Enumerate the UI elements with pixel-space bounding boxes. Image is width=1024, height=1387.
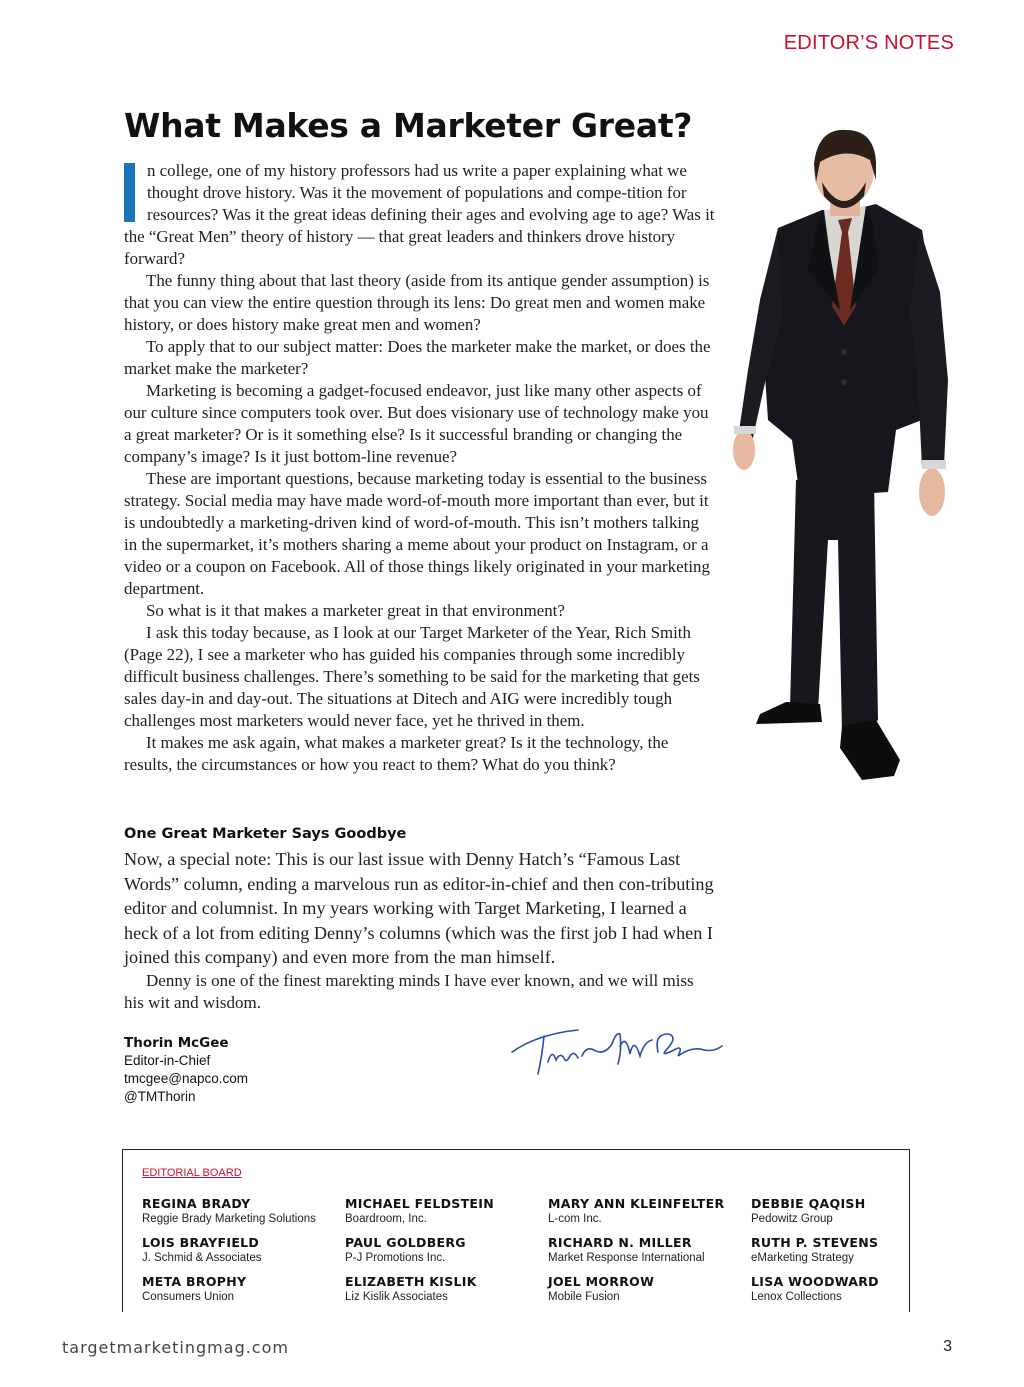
article-paragraph [124, 160, 716, 270]
board-member-org: Market Response International [548, 1252, 705, 1264]
article-body [124, 160, 716, 776]
board-member [345, 1196, 548, 1226]
jacket-button [841, 349, 847, 355]
note-heading: One Great Marketer Says Goodbye [124, 826, 407, 842]
board-member-org: eMarketing Strategy [751, 1252, 854, 1264]
page-number: 3 [943, 1338, 952, 1355]
board-member-org: P-J Promotions Inc. [345, 1252, 446, 1264]
left-shoe [756, 702, 822, 724]
trousers [790, 480, 878, 732]
handwritten-signature [508, 1016, 728, 1082]
author-role: Editor-in-Chief [124, 1053, 211, 1068]
board-member [142, 1274, 345, 1304]
board-member-name: JOEL MORROW [548, 1274, 655, 1289]
author-name: Thorin McGee [124, 1035, 229, 1051]
right-shoe [840, 720, 900, 780]
board-member-name: PAUL GOLDBERG [345, 1235, 466, 1250]
board-member-org: L-com Inc. [548, 1213, 602, 1225]
section-label: EDITOR’S NOTES [783, 32, 954, 54]
right-arm [910, 230, 948, 468]
editor-photo [726, 120, 958, 786]
board-member-org: Boardroom, Inc. [345, 1213, 427, 1225]
board-member [751, 1196, 911, 1226]
board-member [142, 1235, 345, 1265]
page-title: What Makes a Marketer Great? [124, 106, 693, 145]
board-grid [142, 1196, 912, 1304]
board-member-name: DEBBIE QAQISH [751, 1196, 866, 1211]
article-paragraph-text: n college, one of my history professors had us write a paper explaining what we thought drove history. Was it the movement of populations and compe-tition for resources? Was it the great ideas defining their ages and evolving age to age? Was it the “Great Men” theory of history — that great leaders and thinkers drove history forward? [124, 161, 715, 268]
board-member-org: J. Schmid & Associates [142, 1252, 262, 1264]
board-member [548, 1274, 751, 1304]
footer-url[interactable]: targetmarketingmag.com [62, 1338, 289, 1357]
board-member-name: REGINA BRADY [142, 1196, 251, 1211]
left-cuff [734, 426, 756, 434]
note-paragraph: Denny is one of the finest marekting minds I have ever known, and we will miss his wit and wisdom. [124, 970, 694, 1012]
note-paragraph: Now, a special note: This is our last issue with Denny Hatch’s “Famous Last Words” column, ending a marvelous run as editor-in-chief and then con-tributing editor and columnist. In my years working with Target Marketing, I learned a heck of a lot from editing Denny’s columns (which was the first job I had when I joined this company) and even more from the man himself. [124, 849, 714, 967]
article-paragraph: So what is it that makes a marketer great in that environment? [146, 601, 565, 620]
author-email[interactable]: tmcgee@napco.com [124, 1071, 249, 1086]
right-hand [919, 468, 945, 516]
board-member-org: Consumers Union [142, 1291, 235, 1303]
article-paragraph: Marketing is becoming a gadget-focused endeavor, just like many other aspects of our culture since computers took over. But does visionary use of technology make you a great marketer? Or is it something else? Is it successful branding or changing the company’s image? Is it just bottom-line revenue? [124, 381, 709, 466]
board-member [345, 1235, 548, 1265]
board-member [345, 1274, 548, 1304]
board-member-org: Pedowitz Group [751, 1213, 833, 1225]
board-member-name: RUTH P. STEVENS [751, 1235, 879, 1250]
board-member-name: MICHAEL FELDSTEIN [345, 1196, 494, 1211]
board-member-org: Reggie Brady Marketing Solutions [142, 1213, 316, 1225]
board-member-org: Liz Kislik Associates [345, 1291, 448, 1303]
article-paragraph: It makes me ask again, what makes a marketer great? Is it the technology, the results, the circumstances or how you react to them? What do you think? [124, 733, 669, 774]
board-member-org: Mobile Fusion [548, 1291, 620, 1303]
board-member [548, 1196, 751, 1226]
board-member-name: MARY ANN KLEINFELTER [548, 1196, 725, 1211]
author-handle[interactable]: @TMThorin [124, 1089, 196, 1104]
board-member [142, 1196, 345, 1226]
editorial-board [122, 1149, 910, 1312]
article-paragraph: These are important questions, because marketing today is essential to the business strategy. Social media may have made word-of-mouth more important than ever, but it is undoubtedly a marketing-driven kind of word-of-mouth. This isn’t mothers talking in the supermarket, it’s mothers sharing a meme about your product on Instagram, or a video or a coupon on Facebook. All of those things likely originated in your marketing department. [124, 469, 710, 598]
dropcap-bar [124, 163, 135, 222]
note-body [124, 847, 716, 1014]
board-member-name: ELIZABETH KISLIK [345, 1274, 477, 1289]
article-paragraph: To apply that to our subject matter: Does the marketer make the market, or does the market make the marketer? [124, 337, 711, 378]
board-member-name: META BROPHY [142, 1274, 247, 1289]
article-paragraph: The funny thing about that last theory (aside from its antique gender assumption) is that you can view the entire question through its lens: Do great men and women make history, or does history make great men and women? [124, 271, 710, 334]
right-cuff [922, 460, 946, 469]
board-member [751, 1274, 911, 1304]
board-member-name: LOIS BRAYFIELD [142, 1235, 260, 1250]
article-paragraph: I ask this today because, as I look at our Target Marketer of the Year, Rich Smith (Page 22), I see a marketer who has guided his companies through some incredibly difficult business challenges. There’s something to be said for the marketing that gets sales day-in and day-out. The situations at Ditech and AIG were incredibly tough challenges most marketers would never face, yet he thrived in them. [124, 623, 700, 730]
jacket-button [841, 379, 847, 385]
left-hand [733, 430, 755, 470]
board-member-org: Lenox Collections [751, 1291, 842, 1303]
board-label: EDITORIAL BOARD [142, 1167, 242, 1179]
board-member-name: LISA WOODWARD [751, 1274, 879, 1289]
board-member [548, 1235, 751, 1265]
board-member [751, 1235, 911, 1265]
author-block [124, 1034, 248, 1106]
board-member-name: RICHARD N. MILLER [548, 1235, 692, 1250]
